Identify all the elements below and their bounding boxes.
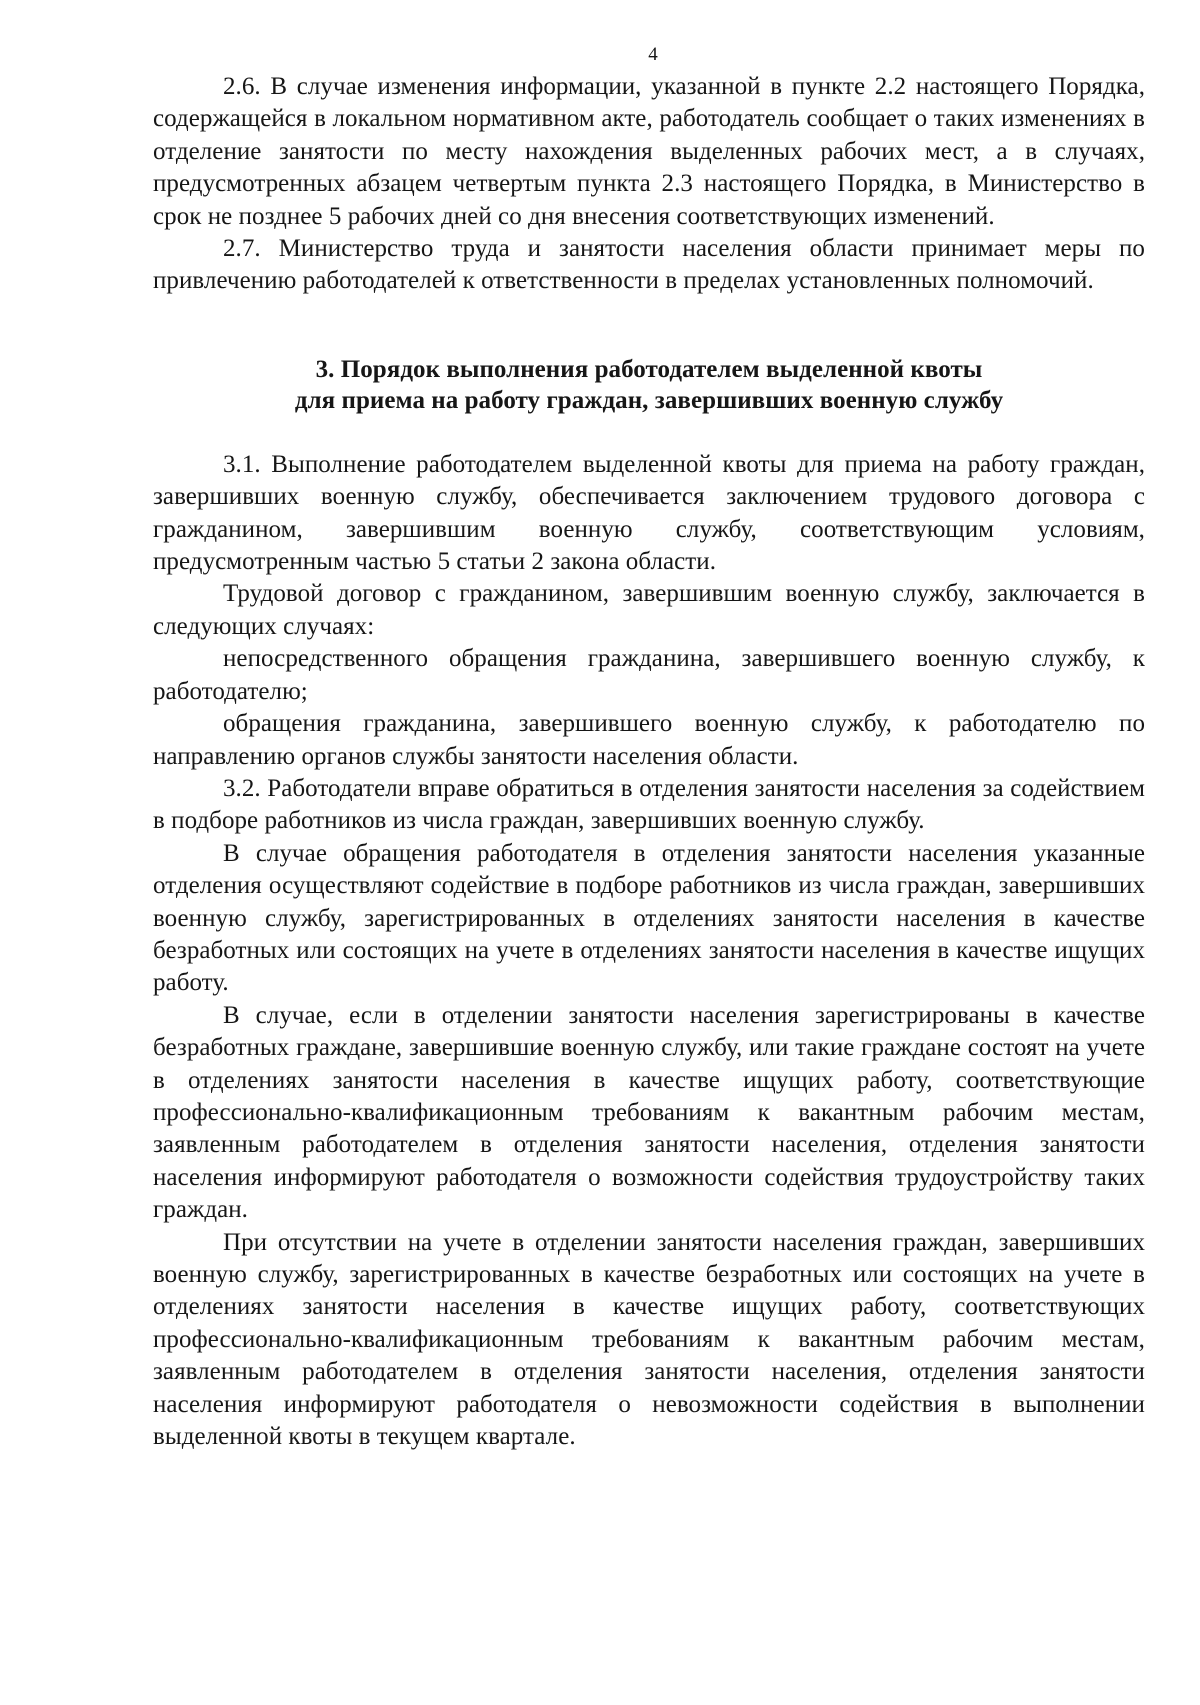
section-3-heading (153, 354, 1145, 417)
paragraph-employer-appeal: В случае обращения работодателя в отделения занятости населения указанные отделения осуществляют содействие в подборе работников из числа граждан, завершивших военную службу, зарегистрированных в отделениях занятости населения в качестве безработных или состоящих на учете в отделениях занятости населения в качестве ищущих работу. (153, 839, 1145, 997)
paragraph-2-6: 2.6. В случае изменения информации, указанной в пункте 2.2 настоящего Порядка, содержащейся в локальном нормативном акте, работодатель сообщает о таких изменениях в отделение занятости по месту нахождения выделенных рабочих мест, а в случаях, предусмотренных абзацем четвертым пункта 2.3 настоящего Порядка, в Министерство в срок не позднее 5 рабочих дней со дня внесения соответствующих изменений. (153, 73, 1145, 230)
page-number: 4 (648, 44, 658, 65)
paragraph-3-1: 3.1. Выполнение работодателем выделенной квоты для приема на работу граждан, завершивших военную службу, обеспечивается заключением трудового договора с гражданином, завершившим военную службу, соответствующим условиям, предусмотренным частью 5 статьи 2 закона области. (153, 450, 1145, 576)
paragraph-3-2: 3.2. Работодатели вправе обратиться в отделения занятости населения за содействием в подборе работников из числа граждан, завершивших военную службу. (153, 774, 1145, 835)
document-page (153, 44, 1145, 1453)
section-3-heading-line-1: 3. Порядок выполнения работодателем выделенной квоты (315, 355, 983, 383)
paragraph-labor-contract-cases: Трудовой договор с гражданином, завершившим военную службу, заключается в следующих случаях: (153, 580, 1145, 640)
paragraph-2-7: 2.7. Министерство труда и занятости населения области принимает меры по привлечению работодателей к ответственности в пределах установленных полномочий. (153, 235, 1145, 295)
paragraph-direct-appeal-case: непосредственного обращения гражданина, завершившего военную службу, к работодателю; (153, 645, 1145, 705)
paragraph-no-registered-citizens: При отсутствии на учете в отделении занятости населения граждан, завершивших военную службу, зарегистрированных в качестве безработных или состоящих на учете в отделениях занятости населения в качестве ищущих работу, соответствующих профессионально-квалификационным требованиям к вакантным рабочим местам, заявленным работодателем в отделения занятости населения, отделения занятости населения информируют работодателя о невозможности содействия в выполнении выделенной квоты в текущем квартале. (153, 1228, 1145, 1451)
section-3-heading-line-2: для приема на работу граждан, завершивших военную службу (294, 387, 1004, 415)
paragraph-referral-case: обращения гражданина, завершившего военную службу, к работодателю по направлению органов службы занятости населения области. (153, 710, 1145, 770)
paragraph-registered-citizens: В случае, если в отделении занятости населения зарегистрированы в качестве безработных граждане, завершившие военную службу, или такие граждане состоят на учете в отделениях занятости населения в качестве ищущих работу, соответствующие профессионально-квалификационным требованиям к вакантным рабочим местам, заявленным работодателем в отделения занятости населения, отделения занятости населения информируют работодателя о возможности содействия трудоустройству таких граждан. (153, 1001, 1145, 1224)
